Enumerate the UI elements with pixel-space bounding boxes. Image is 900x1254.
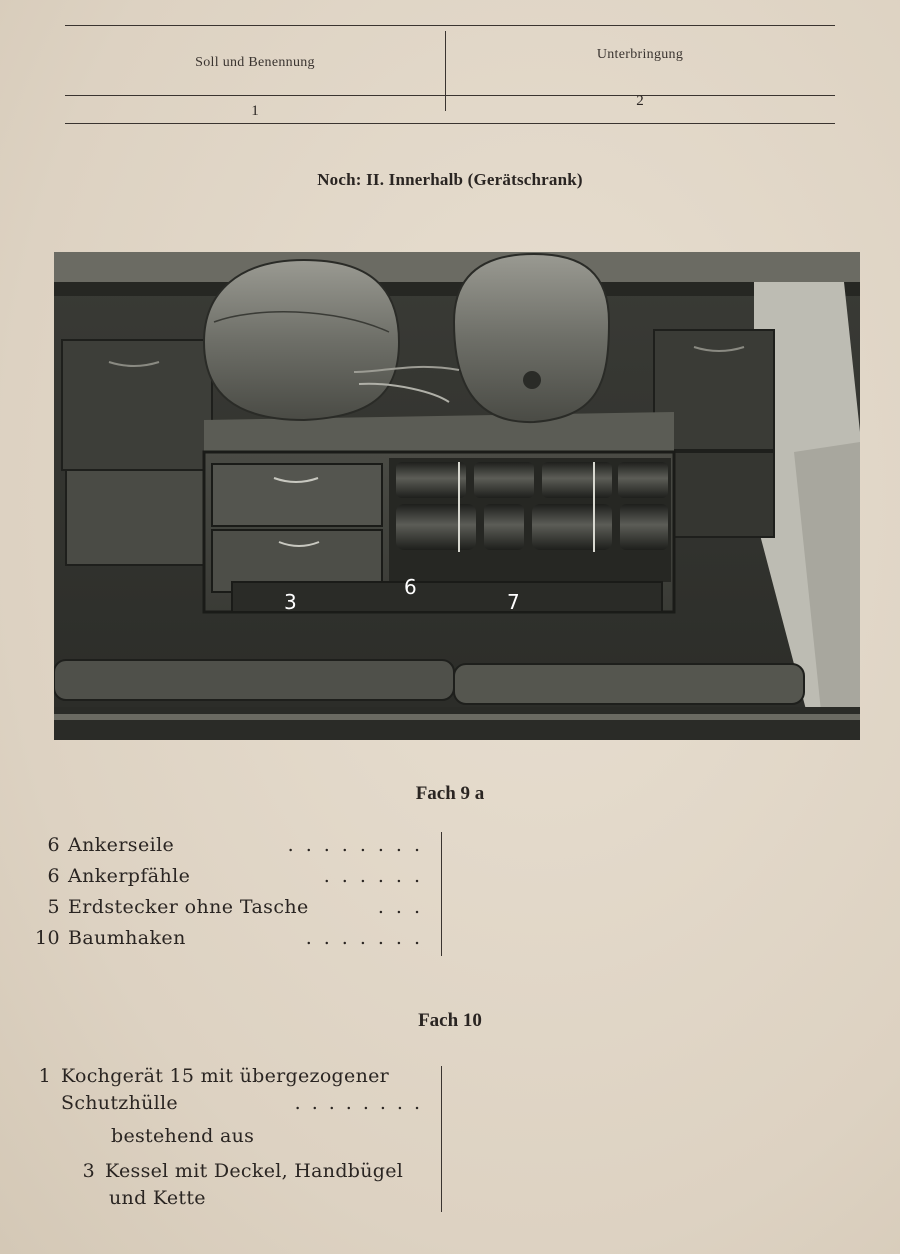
list-subheading [25, 1123, 445, 1150]
col2-number: 2 [636, 93, 644, 109]
col2-title: Unterbringung [596, 47, 684, 62]
item-qty: 6 [47, 834, 60, 856]
list-item [25, 1158, 445, 1185]
leader-dots: ... [377, 896, 432, 918]
item-name: Erdstecker ohne Tasche [68, 896, 309, 918]
photo-label-7: 7 [507, 590, 520, 614]
table-top-rule [65, 25, 835, 26]
item-qty: 6 [47, 865, 60, 887]
list-item [30, 861, 440, 892]
fach-9a-title: Fach 9 a [415, 783, 485, 804]
item-name: Kochgerät 15 mit übergezogener [61, 1065, 390, 1087]
list-item [25, 1063, 445, 1090]
list-item-continuation [25, 1185, 445, 1212]
table-bottom-rule [65, 123, 835, 124]
fach-9a-list [30, 830, 440, 954]
section-title: Noch: II. Innerhalb (Gerätschrank) [317, 170, 583, 189]
photo-illustration [54, 252, 860, 740]
item-qty: 1 [38, 1065, 51, 1087]
leader-dots: ........ [294, 1092, 431, 1114]
list-item [30, 892, 440, 923]
item-qty: 3 [82, 1160, 95, 1182]
item-name: Baumhaken [68, 927, 186, 949]
item-qty: 5 [47, 896, 60, 918]
photo-label-6: 6 [404, 575, 417, 599]
leader-dots: ........ [287, 834, 432, 856]
item-qty: 10 [35, 927, 60, 949]
list-item-continuation [25, 1090, 445, 1117]
item-name-cont: und Kette [109, 1187, 206, 1209]
fach-10-list [25, 1063, 445, 1212]
equipment-photo [54, 252, 860, 740]
photo-label-3: 3 [284, 590, 297, 614]
item-name-cont: Schutzhülle [61, 1092, 178, 1114]
fach-10-title: Fach 10 [418, 1010, 482, 1031]
fach-9a-column-divider [441, 832, 442, 956]
header-table [65, 25, 835, 127]
fach-10-column-divider [441, 1066, 442, 1212]
list-item [30, 830, 440, 861]
item-name: Ankerseile [68, 834, 175, 856]
col1-title: Soll und Benennung [195, 55, 315, 70]
col1-number: 1 [251, 103, 259, 119]
item-name: Kessel mit Deckel, Handbügel [105, 1160, 404, 1182]
list-item [30, 923, 440, 954]
leader-dots: ....... [305, 927, 432, 949]
item-name: Ankerpfähle [68, 865, 191, 887]
subheading-text: bestehend aus [111, 1125, 255, 1147]
leader-dots: ...... [323, 865, 432, 887]
